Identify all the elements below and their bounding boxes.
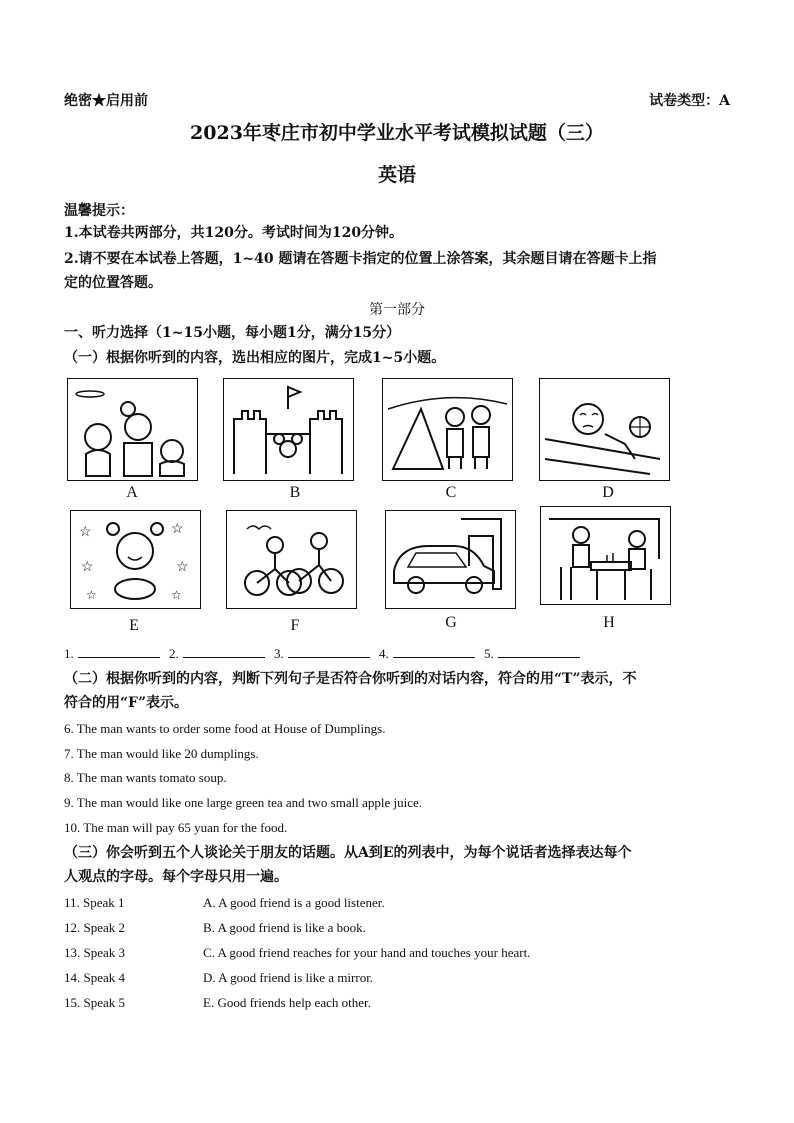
speaker-15: 15. Speak 5: [64, 995, 126, 1010]
svg-text:☆: ☆: [86, 588, 97, 602]
bicycles-icon: [227, 511, 356, 608]
statement-7: 7. The man would like 20 dumplings.: [64, 746, 259, 761]
picture-g: [385, 510, 516, 609]
people-basketball-icon: [68, 379, 197, 480]
car-icon: [386, 511, 515, 608]
answer-blank-1[interactable]: 1.: [64, 645, 160, 662]
picture-a: [67, 378, 198, 481]
subsection-one-heading: （一）根据你听到的内容，选出相应的图片，完成1~5小题。: [64, 350, 446, 366]
picture-b: [223, 378, 354, 481]
speaker-13: 13. Speak 3: [64, 945, 126, 960]
exam-title: 2023年枣庄市初中学业水平考试模拟试题（三）: [190, 122, 604, 144]
picture-d: [539, 378, 670, 481]
speaker-14: 14. Speak 4: [64, 970, 126, 985]
option-b: B. A good friend is like a book.: [203, 920, 366, 935]
speaker-11: 11. Speak 1: [64, 895, 125, 910]
confidential-header: 绝密★启用前: [64, 93, 148, 109]
answer-blank-5[interactable]: 5.: [484, 645, 580, 662]
option-c: C. A good friend reaches for your hand and touches your heart.: [203, 945, 531, 960]
subsection-three-line1: （三）你会听到五个人谈论关于朋友的话题。从A到E的列表中，为每个说话者选择表达每个: [64, 845, 632, 861]
statement-8: 8. The man wants tomato soup.: [64, 770, 227, 785]
answer-blank-4[interactable]: 4.: [379, 645, 475, 662]
option-e: E. Good friends help each other.: [203, 995, 371, 1010]
picture-h: [540, 506, 671, 605]
picture-label-h: H: [603, 614, 615, 631]
restaurant-icon: [541, 507, 670, 604]
answer-blank-3[interactable]: 3.: [274, 645, 370, 662]
tip-1: 1.本试卷共两部分，共120分。考试时间为120分钟。: [64, 225, 404, 241]
tip-2-line2: 定的位置答题。: [64, 275, 162, 291]
picture-label-e: E: [129, 617, 139, 634]
sad-boy-basketball-icon: [540, 379, 669, 480]
statement-9: 9. The man would like one large green tea and two small apple juice.: [64, 795, 422, 810]
svg-text:☆: ☆: [171, 521, 184, 537]
part-one-heading: 第一部分: [369, 302, 425, 318]
picture-c: [382, 378, 513, 481]
picture-label-d: D: [602, 484, 614, 501]
subsection-two-line2: 符合的用“F”表示。: [64, 695, 189, 711]
option-a: A. A good friend is a good listener.: [203, 895, 385, 910]
statement-10: 10. The man will pay 65 yuan for the food.: [64, 820, 288, 835]
option-d: D. A good friend is like a mirror.: [203, 970, 374, 985]
svg-text:☆: ☆: [79, 524, 92, 540]
picture-label-a: A: [126, 484, 138, 501]
svg-text:☆: ☆: [81, 559, 94, 575]
picture-label-g: G: [445, 614, 457, 631]
girl-stars-icon: [71, 511, 200, 608]
subsection-three-line2: 人观点的字母。每个字母只用一遍。: [64, 869, 288, 885]
section-one-heading: 一、听力选择（1~15小题，每小题1分，满分15分）: [64, 325, 401, 341]
statement-6: 6. The man wants to order some food at House of Dumplings.: [64, 721, 386, 736]
picture-f: [226, 510, 357, 609]
paper-type: 试卷类型：A: [649, 93, 730, 109]
castle-icon: [224, 379, 353, 480]
subject-title: 英语: [377, 164, 416, 186]
answer-blank-2[interactable]: 2.: [169, 645, 265, 662]
picture-label-c: C: [445, 484, 457, 501]
picture-label-b: B: [289, 484, 301, 501]
picture-label-f: F: [290, 617, 300, 634]
tips-heading: 温馨提示：: [64, 203, 134, 219]
svg-text:☆: ☆: [176, 559, 189, 575]
picture-e: [70, 510, 201, 609]
subsection-two-line1: （二）根据你听到的内容，判断下列句子是否符合你听到的对话内容，符合的用“T”表示，不: [64, 671, 637, 687]
svg-text:☆: ☆: [171, 588, 182, 602]
tent-camping-icon: [383, 379, 512, 480]
speaker-12: 12. Speak 2: [64, 920, 126, 935]
tip-2-line1: 2.请不要在本试卷上答题，1~40 题请在答题卡指定的位置上涂答案，其余题目请在答题卡上指: [64, 251, 657, 267]
